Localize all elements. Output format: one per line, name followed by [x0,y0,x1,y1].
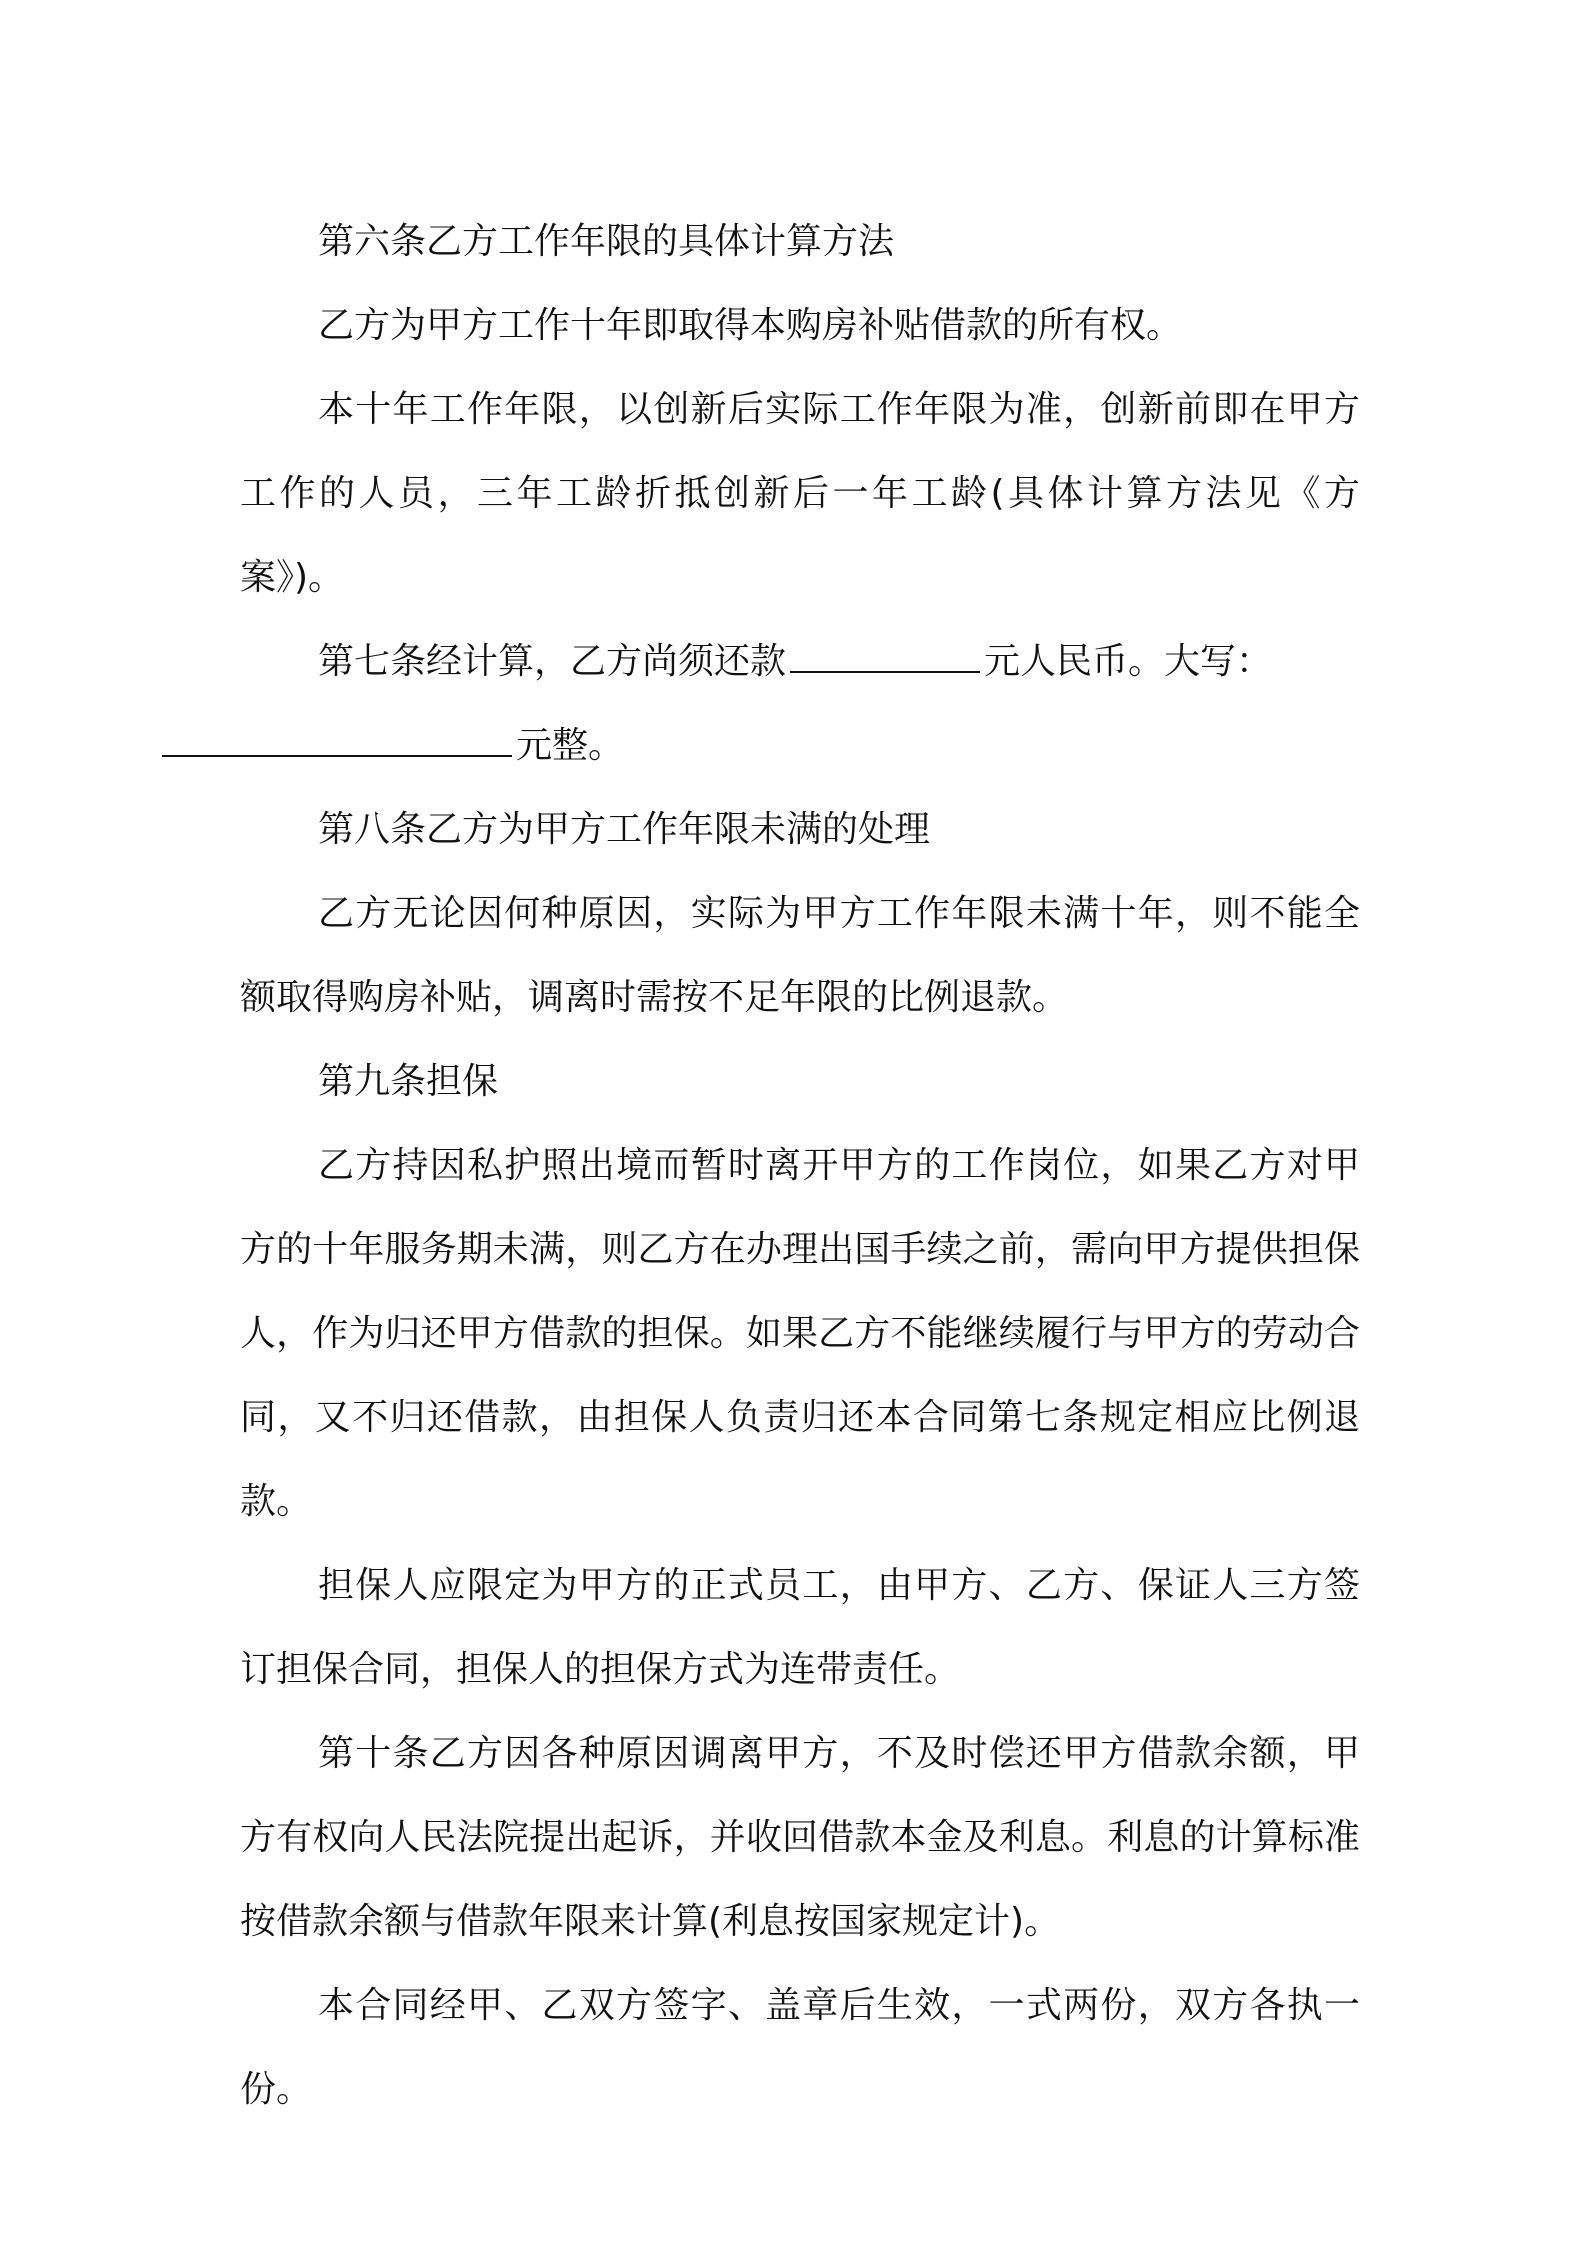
final-paragraph: 本合同经甲、乙双方签字、盖章后生效，一式两份，双方各执一份。 [240,1985,1360,2110]
article-6-title: 第六条乙方工作年限的具体计算方法 [318,221,895,262]
article-9-title: 第九条担保 [318,1061,499,1102]
article-7-text-a: 第七条经计算，乙方尚须还款 [318,641,787,682]
article-7-paragraph [240,620,1360,788]
article-9-paragraph-2: 担保人应限定为甲方的正式员工，由甲方、乙方、保证人三方签订担保合同，担保人的担保方式为连带责任。 [240,1565,1360,1690]
article-10-paragraph-1: 第十条乙方因各种原因调离甲方，不及时偿还甲方借款余额，甲方有权向人民法院提出起诉，并收回借款本金及利息。利息的计算标准按借款余额与借款年限来计算(利息按国家规定计)。 [240,1733,1360,1942]
amount-blank [790,670,980,673]
article-8-title: 第八条乙方为甲方工作年限未满的处理 [318,809,931,850]
article-6-paragraph-1: 乙方为甲方工作十年即取得本购房补贴借款的所有权。 [318,305,1183,346]
article-8-paragraph-1: 乙方无论因何种原因，实际为甲方工作年限未满十年，则不能全额取得购房补贴，调离时需按不足年限的比例退款。 [240,893,1360,1018]
article-9-paragraph-1: 乙方持因私护照出境而暂时离开甲方的工作岗位，如果乙方对甲方的十年服务期未满，则乙方在办理出国手续之前，需向甲方提供担保人，作为归还甲方借款的担保。如果乙方不能继续履行与甲方的劳动合同，又不归还借款，由担保人负责归还本合同第七条规定相应比例退款。 [240,1145,1360,1522]
article-7-text-c: 元整。 [516,725,625,766]
article-6-paragraph-2: 本十年工作年限，以创新后实际工作年限为准，创新前即在甲方工作的人员，三年工龄折抵创新后一年工龄(具体计算方法见《方案》)。 [240,389,1360,598]
article-7-text-b: 元人民币。大写： [984,641,1273,682]
document-body [240,200,1360,2132]
capital-amount-blank [162,754,512,757]
